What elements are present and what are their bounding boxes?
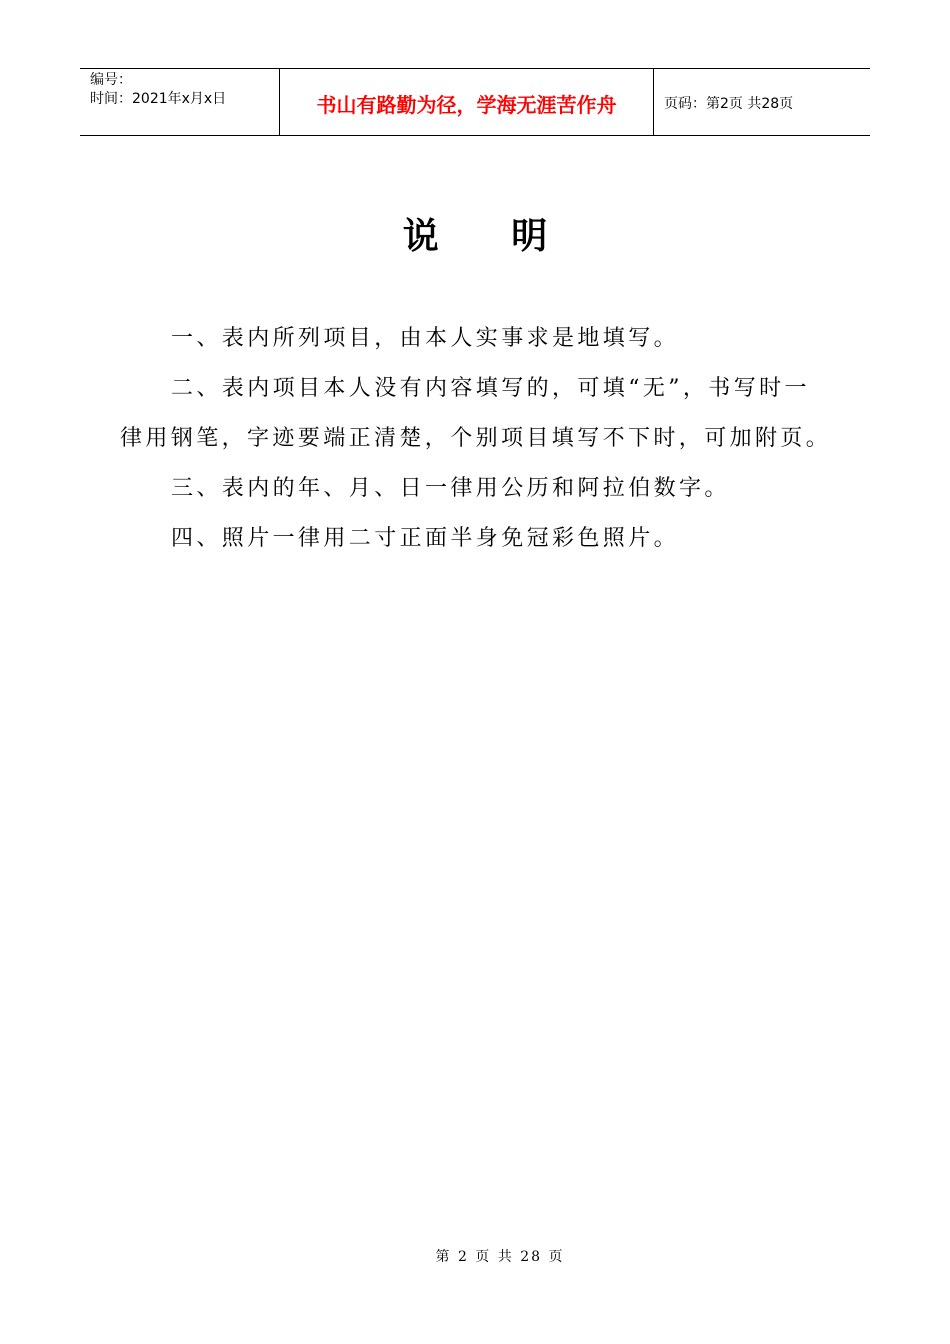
header-meta-cell xyxy=(80,69,280,135)
page-title: 说 明 xyxy=(402,215,578,257)
number-label: 编号： xyxy=(90,72,132,88)
instructions-body xyxy=(120,314,835,564)
header-table xyxy=(80,68,870,136)
instruction-paragraph: 二、表内项目本人没有内容填写的，可填“无”，书写时一律用钢笔，字迹要端正清楚，个别项目填写不下时，可加附页。 xyxy=(120,376,832,451)
time-label: 时间：2021年x月x日 xyxy=(90,91,227,107)
instruction-paragraph: 四、照片一律用二寸正面半身免冠彩色照片。 xyxy=(171,526,680,551)
instruction-paragraph: 三、表内的年、月、日一律用公历和阿拉伯数字。 xyxy=(171,476,730,501)
header-page-info: 页码：第2页 共28页 xyxy=(664,96,794,112)
header-motto: 书山有路勤为径，学海无涯苦作舟 xyxy=(280,69,654,135)
instruction-paragraph: 一、表内所列项目，由本人实事求是地填写。 xyxy=(171,326,680,351)
page-footer: 第 2 页 共 28 页 xyxy=(435,1249,565,1265)
